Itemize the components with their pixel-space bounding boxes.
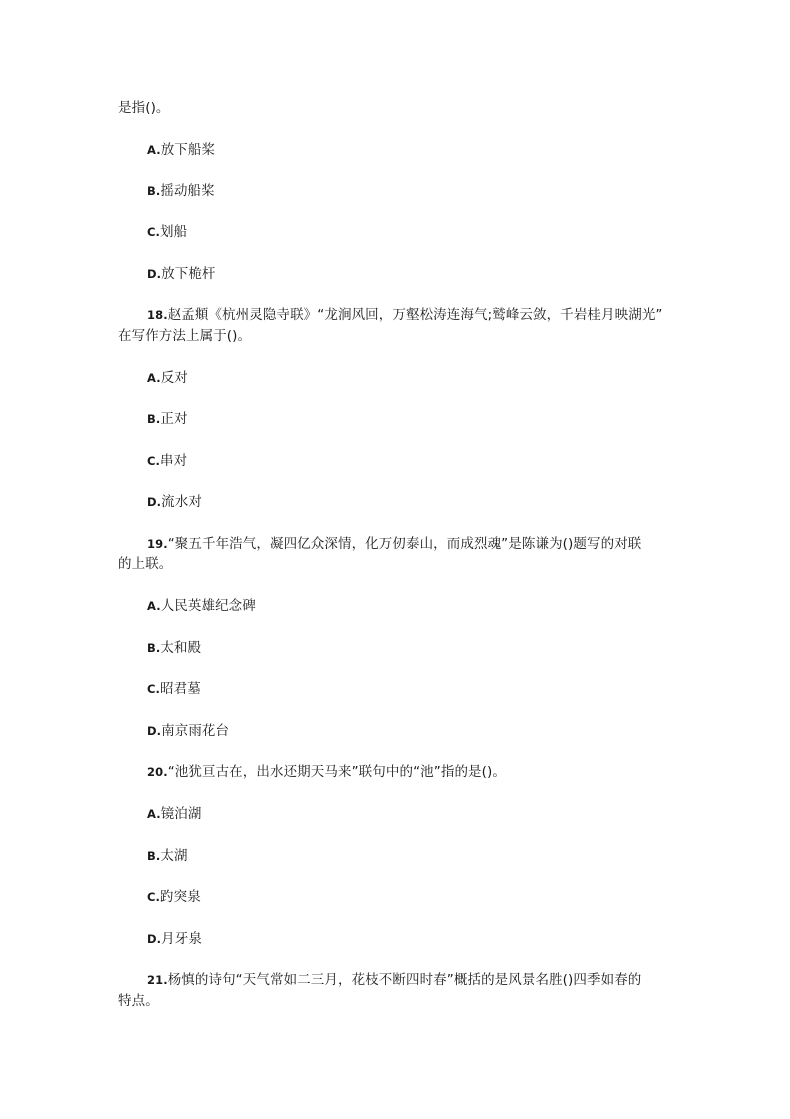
option-letter: C. bbox=[147, 225, 161, 239]
option-text: 南京雨花台 bbox=[161, 723, 230, 739]
option-letter: C. bbox=[147, 682, 161, 696]
question-21-line-1 bbox=[147, 972, 641, 989]
question-19-line-1 bbox=[147, 536, 641, 553]
option-text: 串对 bbox=[160, 453, 188, 469]
q20-option-a bbox=[147, 806, 202, 823]
option-text: 正对 bbox=[160, 411, 188, 427]
option-text: 昭君墓 bbox=[160, 681, 201, 697]
option-text: 镜泊湖 bbox=[160, 806, 202, 822]
question-text: “聚五千年浩气，凝四亿众深情，化万仞泰山，而成烈魂”是陈谦为()题写的对联 bbox=[167, 536, 642, 552]
option-text: 太和殿 bbox=[160, 640, 202, 656]
q18-option-c bbox=[147, 453, 187, 470]
option-text: 太湖 bbox=[160, 848, 188, 864]
question-19-line-2: 的上联。 bbox=[118, 556, 173, 572]
option-text: 趵突泉 bbox=[160, 889, 201, 905]
option-letter: B. bbox=[147, 641, 161, 655]
option-letter: D. bbox=[147, 267, 162, 281]
option-letter: B. bbox=[147, 849, 161, 863]
q19-option-d bbox=[147, 723, 229, 740]
option-letter: D. bbox=[147, 724, 162, 738]
option-text: 人民英雄纪念碑 bbox=[160, 598, 256, 614]
question-18-line-2: 在写作方法上属于()。 bbox=[118, 328, 252, 344]
option-text: 流水对 bbox=[161, 494, 202, 510]
option-letter: A. bbox=[147, 371, 161, 385]
question-number: 21. bbox=[147, 973, 168, 987]
question-20-line-1 bbox=[147, 764, 506, 781]
option-letter: D. bbox=[147, 495, 162, 509]
option-letter: C. bbox=[147, 890, 161, 904]
option-letter: D. bbox=[147, 932, 162, 946]
option-letter: A. bbox=[147, 143, 161, 157]
option-text: 月牙泉 bbox=[161, 931, 202, 947]
q18-option-b bbox=[147, 411, 188, 428]
q17-option-b bbox=[147, 183, 215, 200]
option-text: 划船 bbox=[160, 224, 188, 240]
q17-option-a bbox=[147, 142, 215, 159]
option-letter: A. bbox=[147, 807, 161, 821]
q17-option-c bbox=[147, 224, 187, 241]
question-number: 19. bbox=[147, 537, 168, 551]
option-letter: B. bbox=[147, 184, 161, 198]
q20-option-c bbox=[147, 889, 201, 906]
q20-option-d bbox=[147, 931, 202, 948]
question-text: 赵孟頫《杭州灵隐寺联》“龙涧风回，万壑松涛连海气;鹫峰云敛，千岩桂月映湖光” bbox=[167, 307, 663, 323]
question-number: 18. bbox=[147, 308, 168, 322]
option-letter: A. bbox=[147, 599, 161, 613]
question-number: 20. bbox=[147, 765, 168, 779]
question-18-line-1 bbox=[147, 307, 663, 324]
q19-option-a bbox=[147, 598, 256, 615]
q19-option-c bbox=[147, 681, 201, 698]
question-text: 杨慎的诗句“天气常如二三月，花枝不断四时春”概括的是风景名胜()四季如春的 bbox=[167, 972, 642, 988]
option-text: 反对 bbox=[160, 370, 188, 386]
option-letter: B. bbox=[147, 412, 161, 426]
question-21-line-2: 特点。 bbox=[118, 993, 159, 1009]
option-text: 放下桅杆 bbox=[161, 266, 216, 282]
q18-option-d bbox=[147, 494, 202, 511]
q18-option-a bbox=[147, 370, 188, 387]
question-17-fragment: 是指()。 bbox=[118, 100, 170, 116]
question-text: “池犹亘古在，出水还期天马来”联句中的“池”指的是()。 bbox=[167, 764, 506, 780]
q20-option-b bbox=[147, 848, 188, 865]
q17-option-d bbox=[147, 266, 216, 283]
q19-option-b bbox=[147, 640, 201, 657]
option-text: 摇动船桨 bbox=[160, 183, 215, 199]
option-text: 放下船桨 bbox=[160, 142, 216, 158]
option-letter: C. bbox=[147, 454, 161, 468]
